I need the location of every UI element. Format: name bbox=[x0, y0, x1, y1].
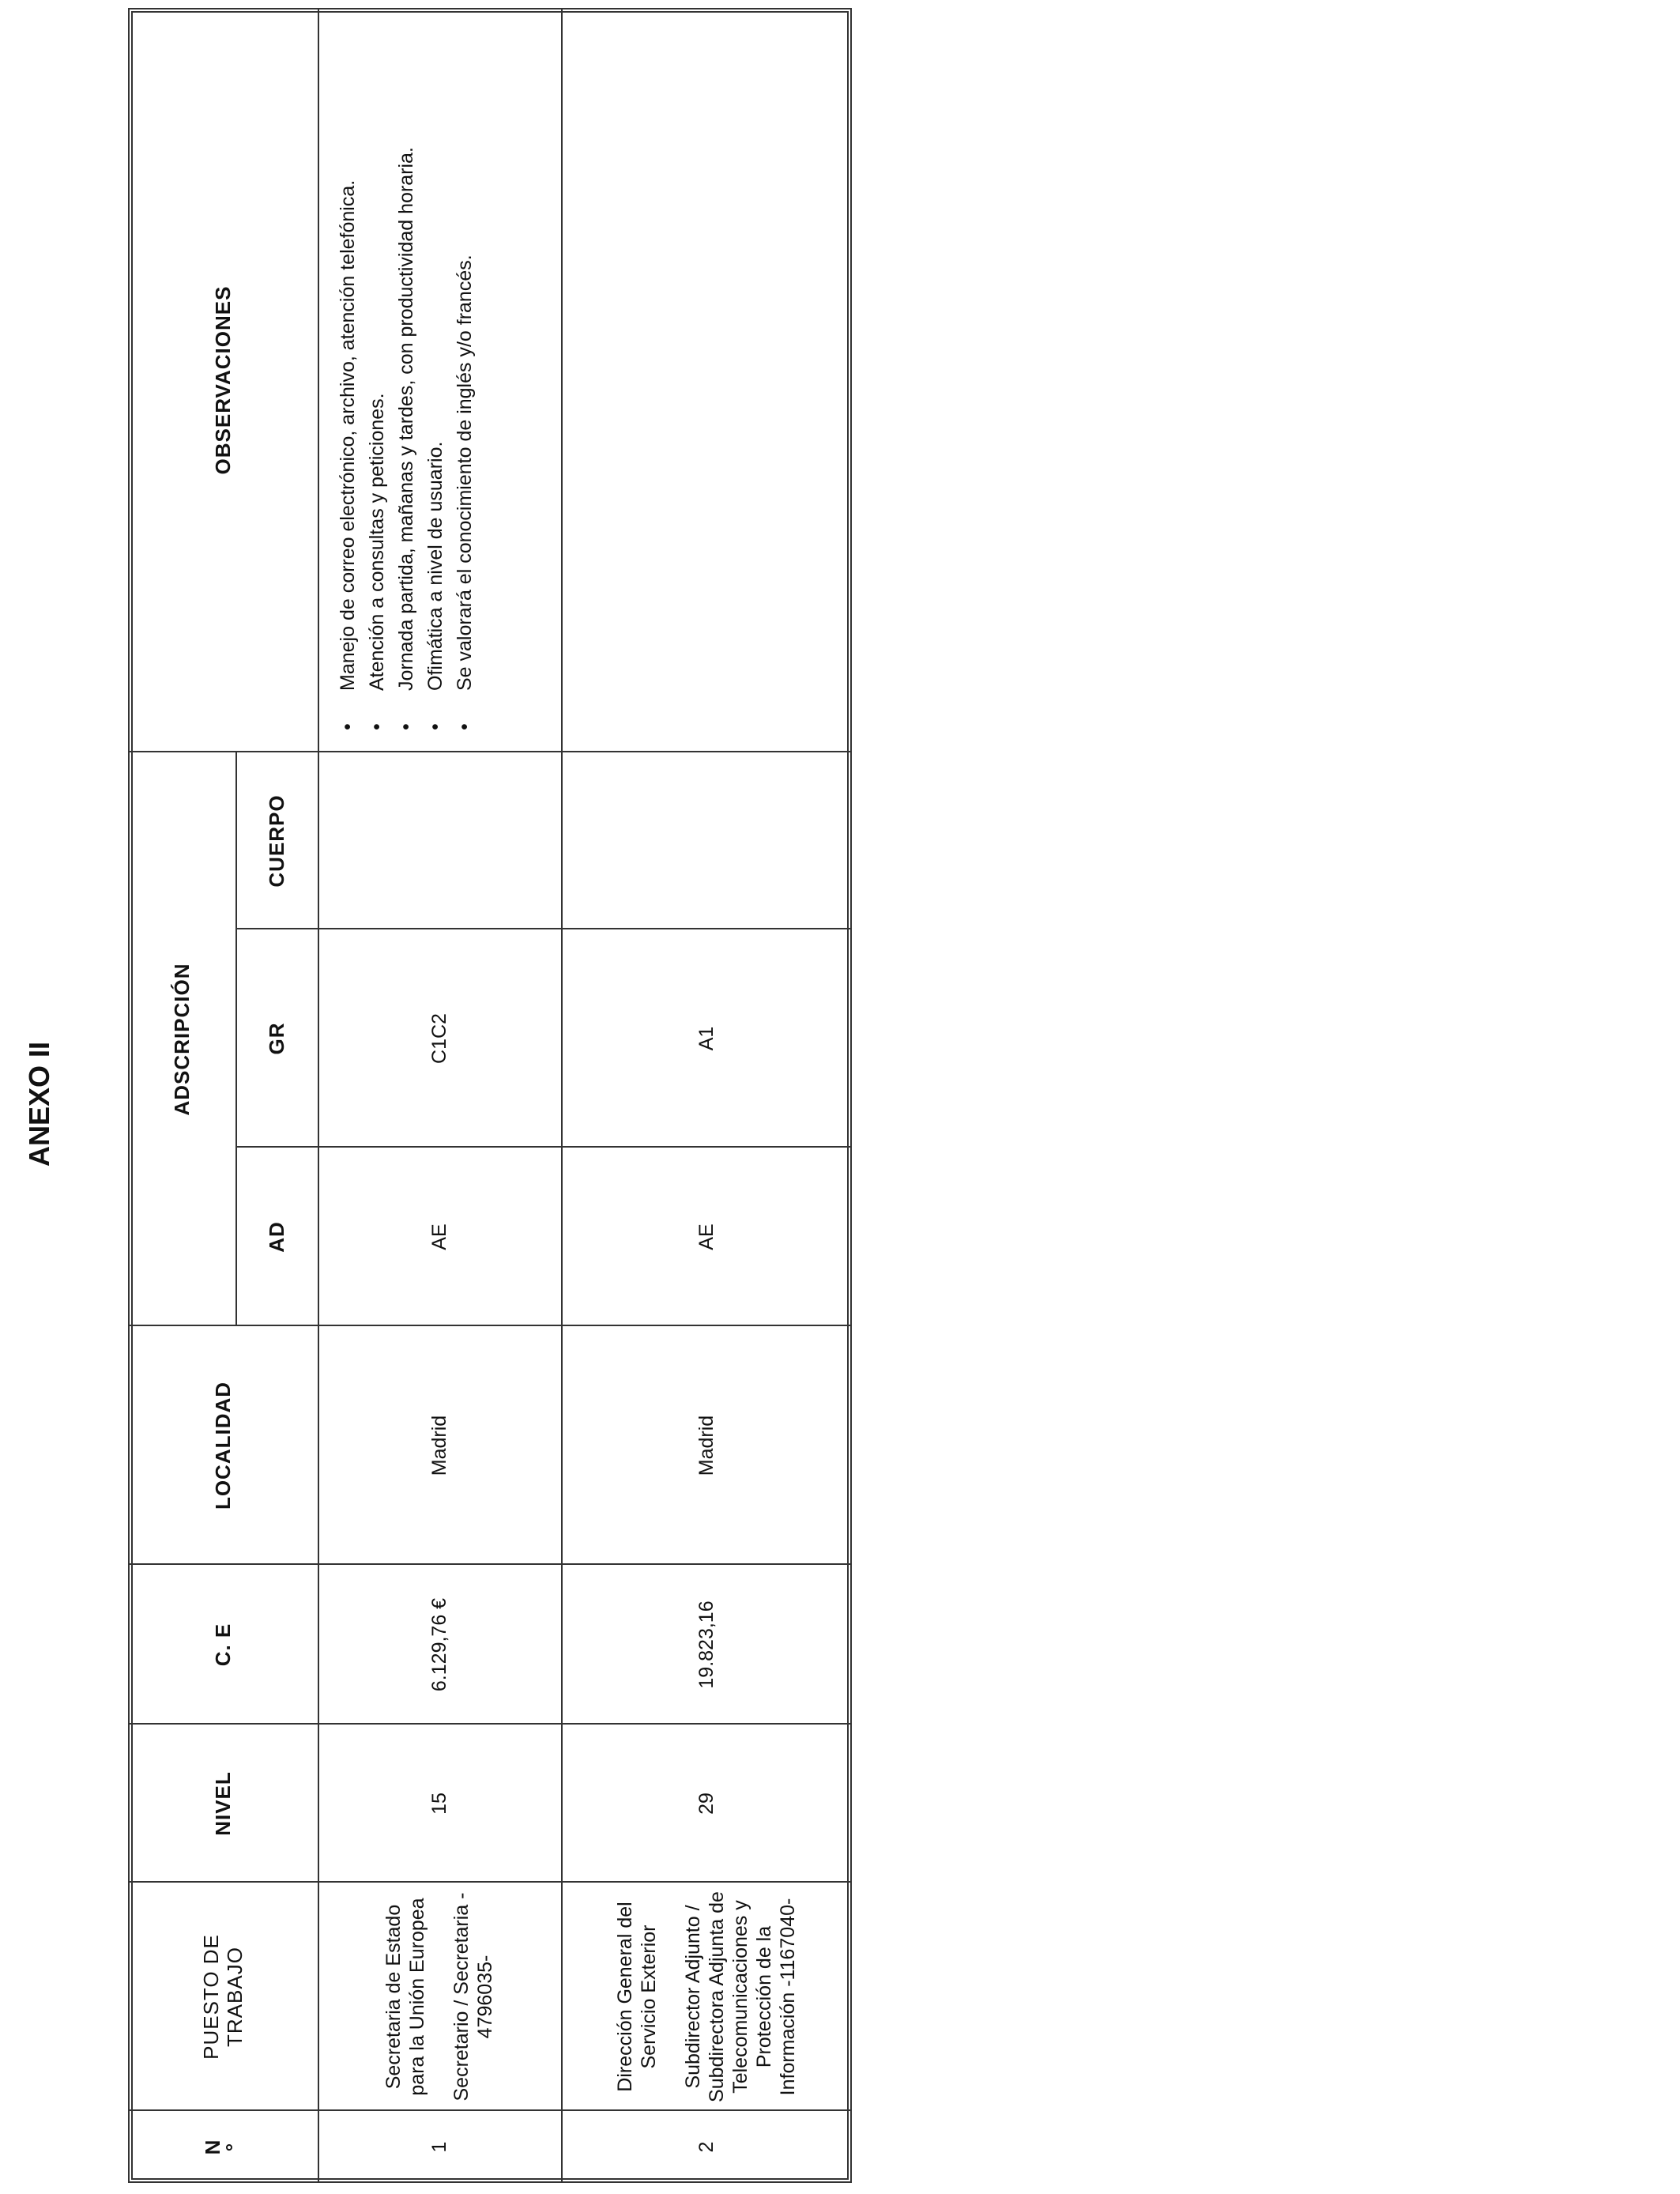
header-ce: C. E bbox=[211, 1623, 235, 1667]
row2-ad: AE bbox=[695, 1223, 718, 1250]
row1-ce: 6.129,76 € bbox=[428, 1597, 450, 1692]
row2-puesto-cargo: Subdirector Adjunto / Subdirectora Adjunta de Telecomunicaciones y Protección de la Información -1167040- bbox=[682, 1891, 799, 2102]
row1-nivel: 15 bbox=[428, 1793, 450, 1815]
list-item: • Jornada partida, mañanas y tardes, con productividad horaria. bbox=[395, 147, 417, 730]
row2-numero: 2 bbox=[695, 2141, 718, 2153]
header-observaciones: OBSERVACIONES bbox=[211, 285, 235, 475]
header-numero bbox=[128, 2111, 318, 2183]
list-item: • Manejo de correo electrónico, archivo, atención telefónica. bbox=[337, 179, 359, 730]
header-ad: AD bbox=[265, 1221, 288, 1253]
row2-gr: A1 bbox=[695, 1026, 718, 1051]
header-localidad: LOCALIDAD bbox=[211, 1381, 235, 1510]
row2-nivel: 29 bbox=[695, 1793, 718, 1815]
page-title: ANEXO II bbox=[23, 1041, 55, 1167]
row1-observaciones bbox=[318, 8, 561, 752]
row1-ad: AE bbox=[428, 1223, 450, 1250]
observacion-text: Manejo de correo electrónico, archivo, atención telefónica. bbox=[337, 179, 359, 691]
row2-cuerpo bbox=[561, 752, 852, 929]
row1-gr: C1C2 bbox=[428, 1013, 450, 1064]
row1-cuerpo bbox=[318, 752, 561, 929]
row1-numero: 1 bbox=[428, 2141, 450, 2153]
observacion-text: Ofimática a nivel de usuario. bbox=[424, 441, 446, 691]
list-item: • Atención a consultas y peticiones. bbox=[366, 393, 388, 730]
row2-ce: 19.823,16 bbox=[695, 1600, 718, 1689]
row2-puesto-unidad: Dirección General del Servicio Exterior bbox=[614, 1902, 660, 2092]
header-nivel: NIVEL bbox=[211, 1771, 235, 1836]
header-puesto: PUESTO DE TRABAJO bbox=[199, 1934, 247, 2060]
header-adscripcion: ADSCRIPCIÓN bbox=[170, 963, 194, 1116]
row2-puesto bbox=[561, 1883, 852, 2111]
header-numero-text: N ° bbox=[201, 2139, 245, 2155]
observacion-text: Atención a consultas y peticiones. bbox=[366, 393, 388, 691]
observacion-text: Se valorará el conocimiento de inglés y/o francés. bbox=[454, 254, 476, 691]
list-item: • Se valorará el conocimiento de inglés y/o francés. bbox=[454, 254, 476, 730]
header-gr: GR bbox=[265, 1022, 288, 1055]
observaciones-list bbox=[337, 41, 483, 737]
anexo-table bbox=[128, 8, 852, 2183]
observacion-text: Jornada partida, mañanas y tardes, con productividad horaria. bbox=[395, 147, 417, 691]
row1-localidad: Madrid bbox=[428, 1415, 450, 1476]
row1-puesto-unidad: Secretaria de Estado para la Unión Europea bbox=[382, 1898, 428, 2096]
row2-observaciones bbox=[561, 8, 852, 752]
row2-localidad: Madrid bbox=[695, 1415, 718, 1476]
header-cuerpo: CUERPO bbox=[265, 794, 288, 888]
row1-puesto bbox=[318, 1883, 561, 2111]
list-item: • Ofimática a nivel de usuario. bbox=[424, 441, 446, 730]
row1-puesto-cargo: Secretario / Secretaria - 4796035- bbox=[450, 1892, 496, 2102]
